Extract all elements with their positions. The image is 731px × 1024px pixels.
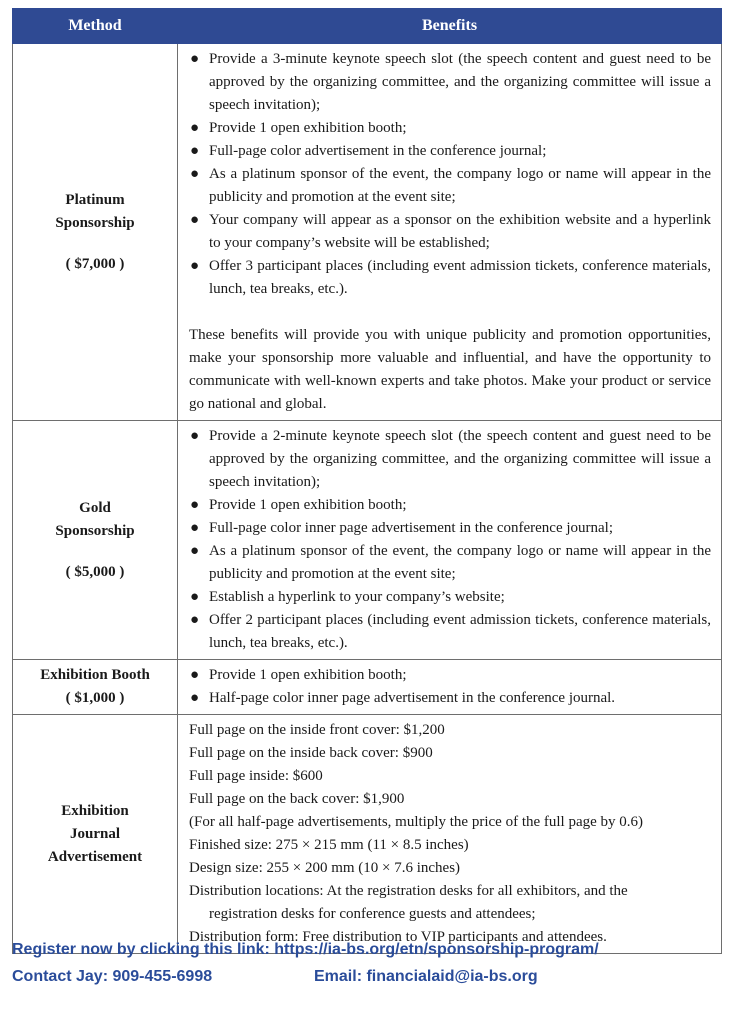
journal-line: Full page on the inside back cover: $900	[189, 745, 433, 761]
journal-line: registration desks for conference guests and attendees;	[209, 906, 536, 922]
bullet-icon: ●	[190, 166, 200, 182]
bullet-icon: ●	[190, 51, 200, 67]
list-item: ● Half-page color inner page advertisement in the conference journal.	[189, 687, 711, 710]
register-link[interactable]: Register now by clicking this link: https://ia-bs.org/etn/sponsorship-program/	[12, 941, 599, 958]
platinum-price: ( $7,000 )	[65, 255, 125, 272]
list-item: ● Provide a 2-minute keynote speech slot (the speech content and guest need to be approved by the organizing committee, and the organizing committee will issue a speech invitation);	[189, 425, 711, 494]
journal-benefits-cell	[178, 715, 722, 954]
table-row-journal	[13, 715, 722, 954]
list-item: ● Full-page color inner page advertisement in the conference journal;	[189, 517, 711, 540]
list-item: ● Offer 3 participant places (including event admission tickets, conference materials, lunch, tea breaks, etc.).	[189, 255, 711, 301]
bullet-icon: ●	[190, 497, 200, 513]
journal-name-line1: Exhibition	[61, 802, 129, 819]
journal-line: Distribution locations: At the registration desks for all exhibitors, and the	[189, 883, 628, 899]
bullet-icon: ●	[190, 667, 200, 683]
list-item: ● As a platinum sponsor of the event, the company logo or name will appear in the publicity and promotion at the event site;	[189, 163, 711, 209]
sponsorship-table	[12, 8, 722, 954]
bullet-icon: ●	[190, 690, 200, 706]
platinum-name-line1: Platinum	[65, 191, 125, 208]
contact-email[interactable]: Email: financialaid@ia-bs.org	[314, 968, 538, 985]
bullet-icon: ●	[190, 428, 200, 444]
list-item: ● Offer 2 participant places (including event admission tickets, conference materials, lunch, tea breaks, etc.).	[189, 609, 711, 655]
platinum-method-cell	[13, 44, 178, 421]
list-item: ● Your company will appear as a sponsor on the exhibition website and a hyperlink to your company’s website will be established;	[189, 209, 711, 255]
journal-name-line2: Journal	[69, 825, 120, 842]
platinum-summary-paragraph: These benefits will provide you with unique publicity and promotion opportunities, make your sponsorship more valuable and influential, and have the opportunity to communicate with well-known experts and take photos. Make your product or service go national and global.	[189, 327, 711, 412]
booth-benefits-cell	[178, 660, 722, 715]
bullet-icon: ●	[190, 120, 200, 136]
list-item: ● As a platinum sponsor of the event, the company logo or name will appear in the publicity and promotion at the event site;	[189, 540, 711, 586]
bullet-icon: ●	[190, 520, 200, 536]
bullet-icon: ●	[190, 612, 200, 628]
table-row-gold	[13, 421, 722, 660]
journal-method-cell	[13, 715, 178, 954]
list-item: ● Provide 1 open exhibition booth;	[189, 117, 711, 140]
gold-benefits-cell	[178, 421, 722, 660]
booth-price: ( $1,000 )	[65, 690, 125, 706]
journal-name-line3: Advertisement	[47, 848, 143, 865]
journal-line: Design size: 255 × 200 mm (10 × 7.6 inches)	[189, 860, 461, 876]
list-item: ● Provide a 3-minute keynote speech slot (the speech content and guest need to be approved by the organizing committee, and the organizing committee will issue a speech invitation);	[189, 48, 711, 117]
bullet-icon: ●	[190, 543, 200, 559]
gold-name-line1: Gold	[79, 499, 111, 516]
journal-line: Finished size: 275 × 215 mm (11 × 8.5 inches)	[189, 837, 469, 853]
gold-price: ( $5,000 )	[65, 563, 125, 580]
table-header-row	[13, 9, 722, 44]
journal-line: Full page on the inside front cover: $1,200	[189, 722, 445, 738]
header-method: Method	[13, 9, 178, 44]
journal-line: Full page inside: $600	[189, 768, 323, 784]
bullet-icon: ●	[190, 258, 200, 274]
sponsorship-document	[12, 8, 721, 954]
platinum-benefits-cell	[178, 44, 722, 421]
bullet-icon: ●	[190, 212, 200, 228]
journal-line: Full page on the back cover: $1,900	[189, 791, 405, 807]
journal-line: Distribution form: Free distribution to VIP participants and attendees.	[189, 929, 607, 945]
bullet-icon: ●	[190, 589, 200, 605]
list-item: ● Establish a hyperlink to your company’s website;	[189, 586, 711, 609]
list-item: ● Provide 1 open exhibition booth;	[189, 664, 711, 687]
bullet-icon: ●	[190, 143, 200, 159]
contact-phone: Contact Jay: 909-455-6998	[12, 968, 213, 985]
booth-method-cell	[13, 660, 178, 715]
list-item: ● Full-page color advertisement in the conference journal;	[189, 140, 711, 163]
list-item: ● Provide 1 open exhibition booth;	[189, 494, 711, 517]
gold-name-line2: Sponsorship	[55, 522, 135, 539]
platinum-name-line2: Sponsorship	[55, 214, 135, 231]
journal-line: (For all half-page advertisements, multiply the price of the full page by 0.6)	[189, 814, 644, 830]
header-benefits: Benefits	[178, 9, 722, 44]
table-row-booth	[13, 660, 722, 715]
booth-name: Exhibition Booth	[40, 667, 150, 683]
gold-method-cell	[13, 421, 178, 660]
contact-footer	[12, 936, 599, 990]
table-row-platinum	[13, 44, 722, 421]
